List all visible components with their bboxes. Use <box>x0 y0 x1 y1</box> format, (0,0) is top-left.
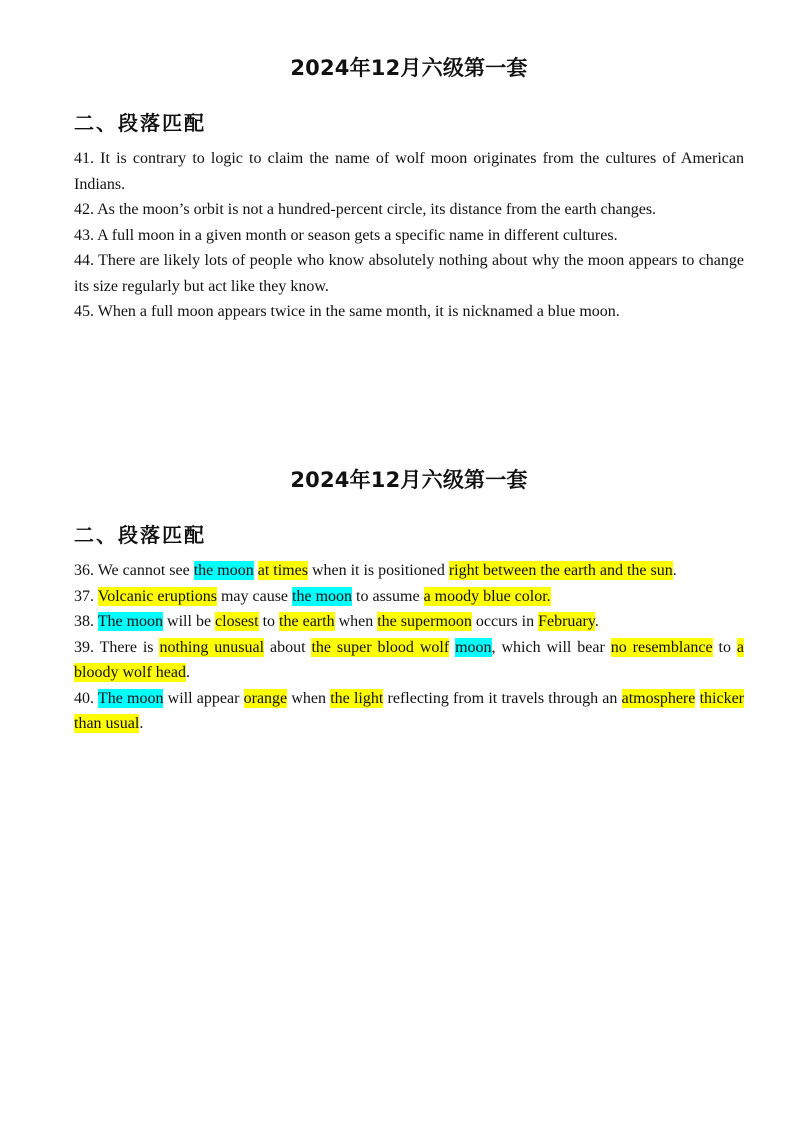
statement-text: 42. As the moon’s orbit is not a hundred-percent circle, its distance from the earth changes. <box>74 201 657 218</box>
statement-text: to <box>712 638 737 656</box>
statement-text: will be <box>163 613 216 630</box>
statement-item <box>74 299 744 325</box>
highlighted-statement-list <box>74 558 744 737</box>
statement-text: when it is positioned <box>307 562 449 579</box>
highlight-yellow: a bloody wolf head <box>74 638 745 681</box>
statement-text: , which will bear <box>491 638 611 656</box>
section-title: 2024年12月六级第一套 <box>290 468 528 492</box>
highlight-cyan: the moon <box>292 587 353 605</box>
statement-text: to assume <box>352 587 424 605</box>
highlight-cyan: moon <box>455 638 492 656</box>
highlight-cyan: The moon <box>97 613 164 630</box>
highlight-yellow: the light <box>330 689 384 707</box>
section-statements <box>74 50 744 325</box>
statement-text: 43. A full moon in a given month or season gets a specific name in different cultures. <box>74 226 618 244</box>
statement-item <box>74 248 744 299</box>
statement-text: 37. <box>74 587 98 605</box>
highlight-cyan: the moon <box>193 562 254 579</box>
statement-text: 40. <box>74 689 98 707</box>
statement-text: . <box>139 715 144 732</box>
highlight-yellow: right between the earth and the sun <box>448 562 673 579</box>
statement-list <box>74 146 744 325</box>
highlight-yellow: a moody blue color. <box>423 587 551 605</box>
highlight-yellow: the earth <box>279 613 335 630</box>
statement-text: . <box>594 613 599 630</box>
statement-text: when <box>334 613 378 630</box>
statement-text: about <box>264 638 312 656</box>
highlight-yellow: at times <box>257 562 308 579</box>
statement-text: to <box>258 613 280 630</box>
highlight-yellow: no resemblance <box>610 638 713 656</box>
statement-text: 36. We cannot see <box>74 562 194 579</box>
highlight-yellow: closest <box>215 613 259 630</box>
statement-text: 45. When a full moon appears twice in the same month, it is nicknamed a blue moon. <box>74 303 620 320</box>
highlight-yellow: orange <box>243 689 288 707</box>
section-subtitle: 二、段落匹配 <box>74 523 206 547</box>
highlight-yellow: nothing unusual <box>159 638 265 656</box>
highlight-yellow: Volcanic eruptions <box>97 587 217 605</box>
highlight-yellow: thicker than usual <box>74 689 744 732</box>
highlight-cyan: The moon <box>97 689 164 707</box>
section-highlighted-statements <box>74 462 744 737</box>
statement-item <box>74 686 744 737</box>
statement-item <box>74 223 744 249</box>
statement-text: occurs in <box>471 613 539 630</box>
section-subtitle: 二、段落匹配 <box>74 111 206 135</box>
statement-text <box>695 690 699 707</box>
statement-text: will appear <box>163 689 244 707</box>
statement-text: 41. It is contrary to logic to claim the name of wolf moon originates from the cultures of American Indians. <box>74 150 744 193</box>
statement-item <box>74 146 744 197</box>
statement-text: reflecting from it travels through an <box>383 689 622 707</box>
statement-item <box>74 635 744 686</box>
statement-item <box>74 584 744 610</box>
statement-text: 38. <box>74 613 98 630</box>
statement-item <box>74 558 744 584</box>
section-title: 2024年12月六级第一套 <box>290 56 528 80</box>
statement-text: . <box>672 562 677 579</box>
statement-item <box>74 609 744 635</box>
highlight-yellow: atmosphere <box>621 689 696 707</box>
statement-text: may cause <box>216 587 293 605</box>
statement-text: when <box>287 689 331 707</box>
statement-text: 44. There are likely lots of people who know absolutely nothing about why the moon appears to change its size regularly but act like they know. <box>74 252 744 295</box>
highlight-yellow: February <box>538 613 595 630</box>
statement-item <box>74 197 744 223</box>
statement-text: . <box>185 664 190 681</box>
highlight-yellow: the supermoon <box>377 613 472 630</box>
statement-text: 39. There is <box>74 638 160 656</box>
highlight-yellow: the super blood wolf <box>311 638 450 656</box>
